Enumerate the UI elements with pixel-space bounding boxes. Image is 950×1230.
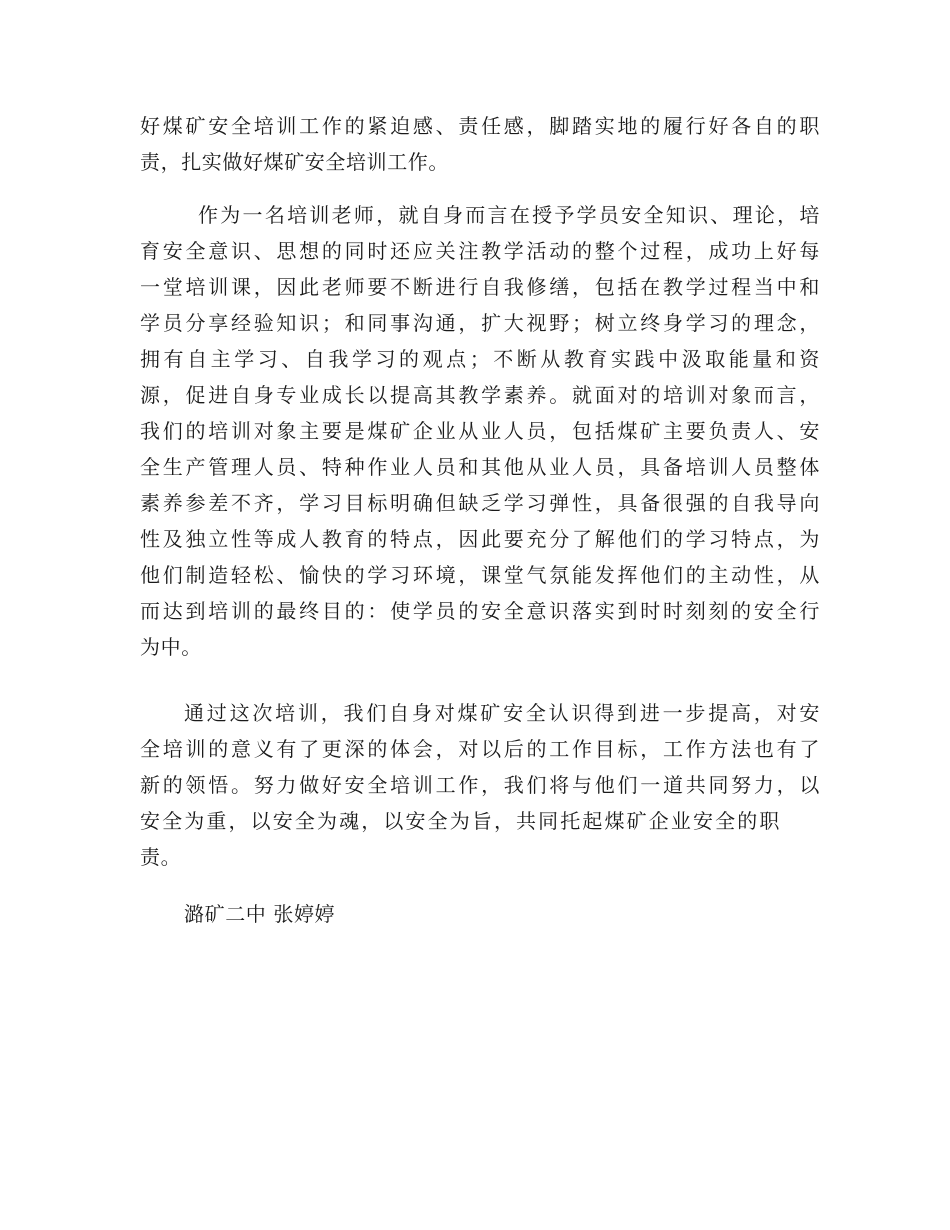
paragraph-line: 我们的培训对象主要是煤矿企业从业人员，包括煤矿主要负责人、安 [140,419,820,443]
paragraph-line: 拥有自主学习、自我学习的观点；不断从教育实践中汲取能量和资 [140,347,820,371]
paragraph-line: 新的领悟。努力做好安全培训工作，我们将与他们一道共同努力，以 [140,773,820,797]
paragraph-line: 责。 [140,845,182,869]
paragraph-line: 他们制造轻松、愉快的学习环境，课堂气氛能发挥他们的主动性，从 [140,563,820,587]
paragraph-2 [140,197,820,665]
paragraph-line: 性及独立性等成人教育的特点，因此要充分了解他们的学习特点，为 [140,527,820,551]
paragraph-line: 素养参差不齐，学习目标明确但缺乏学习弹性，具备很强的自我导向 [140,491,820,515]
signature: 潞矿二中 张婷婷 [184,902,336,926]
signature-block [140,896,820,932]
paragraph-line: 责，扎实做好煤矿安全培训工作。 [140,150,449,174]
paragraph-line: 一堂培训课，因此老师要不断进行自我修缮，包括在教学过程当中和 [140,275,820,299]
paragraph-line: 全生产管理人员、特种作业人员和其他从业人员，具备培训人员整体 [140,455,820,479]
paragraph-line: 作为一名培训老师，就自身而言在授予学员安全知识、理论，培 [198,203,820,227]
paragraph-line: 安全为重，以安全为魂，以安全为旨，共同托起煤矿企业安全的职 [140,809,780,833]
paragraph-line: 通过这次培训，我们自身对煤矿安全认识得到进一步提高，对安 [184,701,820,725]
paragraph-line: 全培训的意义有了更深的体会，对以后的工作目标，工作方法也有了 [140,737,820,761]
paragraph-3 [140,695,820,875]
paragraph-line: 为中。 [140,635,202,659]
paragraph-line: 学员分享经验知识；和同事沟通，扩大视野；树立终身学习的理念， [140,311,820,335]
paragraph-1 [140,108,820,180]
paragraph-line: 而达到培训的最终目的：使学员的安全意识落实到时时刻刻的安全行 [140,599,820,623]
paragraph-line: 源，促进自身专业成长以提高其教学素养。就面对的培训对象而言， [140,383,820,407]
paragraph-line: 育安全意识、思想的同时还应关注教学活动的整个过程，成功上好每 [140,239,820,263]
paragraph-line: 好煤矿安全培训工作的紧迫感、责任感，脚踏实地的履行好各自的职 [140,114,820,138]
